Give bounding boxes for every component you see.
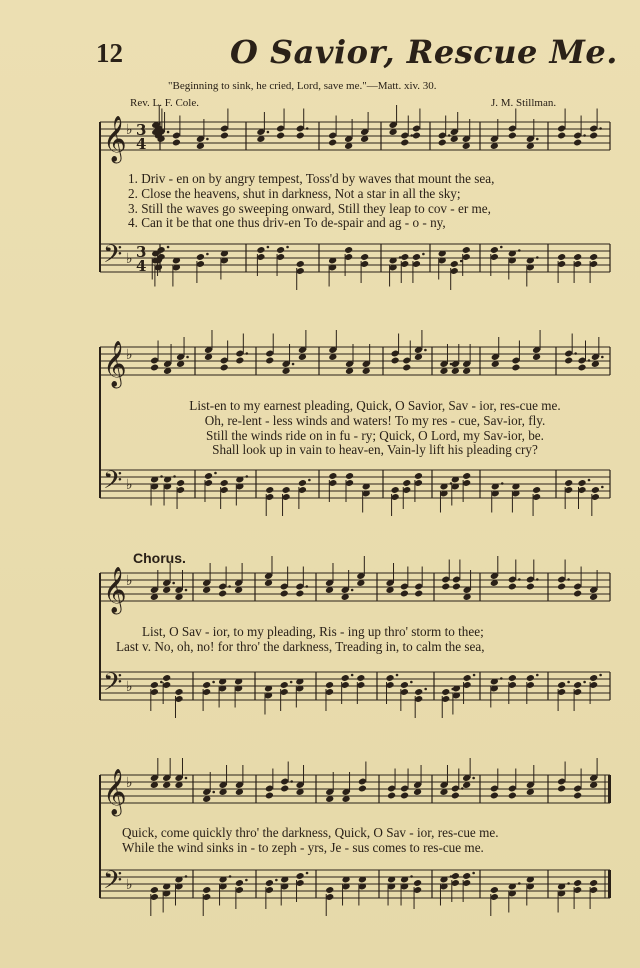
lyric-line: Oh, re-lent - less winds and waters! To my res - cue, Sav-ior, fly. — [204, 412, 546, 428]
dot — [536, 674, 539, 677]
note-head — [573, 879, 582, 887]
dot — [167, 246, 170, 249]
dot — [245, 879, 248, 882]
note-head — [344, 246, 353, 254]
note-head — [202, 681, 211, 689]
note-head — [276, 246, 285, 254]
time-signature-top: 3 — [136, 243, 147, 261]
dot — [518, 578, 521, 581]
note-head — [345, 472, 354, 480]
note-head — [328, 472, 337, 480]
note-head — [356, 674, 365, 682]
lyricist-credit: Rev. L. F. Cole. — [130, 97, 199, 109]
dot — [536, 256, 539, 259]
note-head — [280, 785, 289, 793]
note-head — [508, 132, 517, 140]
dot — [460, 260, 463, 263]
note-head — [577, 479, 586, 487]
note-head — [414, 590, 423, 598]
note-head — [557, 583, 566, 591]
dot — [306, 127, 309, 130]
note-head — [298, 479, 307, 487]
note-head — [462, 246, 471, 254]
flat-icon: ♭ — [126, 347, 133, 363]
note-head — [360, 253, 369, 261]
final-bar-thick — [608, 870, 611, 898]
note-head — [414, 688, 423, 696]
lyric-line: Still the winds ride on in fu - ry; Quick, O Lord, my Sav-ior, be. — [206, 427, 544, 443]
lyrics-system-2 — [140, 399, 610, 458]
bass-clef-icon: 𝄢 — [103, 668, 123, 703]
lyric-line: 4. Can it be that one thus driv-en To de-spair and ag - o - ny, — [128, 215, 446, 231]
note-head — [557, 132, 566, 140]
note-head — [402, 479, 411, 487]
lyric-line: Shall look up in vain to heav-en, Vain-ly lift his pleading cry? — [212, 442, 538, 458]
flat-icon: ♭ — [126, 122, 133, 138]
dot — [601, 356, 604, 359]
dot — [588, 479, 591, 482]
note-head — [400, 253, 409, 261]
scripture-epigraph: "Beginning to sink, he cried, Lord, save me."—Matt. xiv. 30. — [168, 80, 437, 92]
dot — [275, 879, 278, 882]
flat-icon: ♭ — [126, 775, 133, 791]
dot — [206, 253, 209, 256]
note-head — [400, 681, 409, 689]
dot — [518, 249, 521, 252]
note-head — [387, 792, 396, 800]
dot — [399, 256, 402, 259]
dot — [599, 127, 602, 130]
note-head — [150, 886, 159, 894]
lyric-line: List-en to my earnest pleading, Quick, O Savior, Sav - ior, res-cue me. — [189, 398, 561, 413]
note-head — [220, 364, 229, 372]
note-head — [463, 674, 472, 682]
note-head — [412, 253, 421, 261]
lyric-line: While the wind sinks in - to zeph - yrs, Je - sus comes to res-cue me. — [122, 839, 484, 855]
note-head — [441, 583, 450, 591]
note-head — [451, 872, 460, 880]
note-head — [265, 879, 274, 887]
dot — [422, 253, 425, 256]
dot — [396, 674, 399, 677]
dot — [212, 681, 215, 684]
note-head — [280, 681, 289, 689]
dot — [500, 677, 503, 680]
note-head — [150, 681, 159, 689]
note-head — [414, 472, 423, 480]
dot — [212, 791, 215, 794]
dot — [588, 359, 591, 362]
note-head — [573, 792, 582, 800]
dot — [290, 681, 293, 684]
note-head — [557, 253, 566, 261]
dot — [601, 486, 604, 489]
note-head — [589, 879, 598, 887]
note-head — [391, 486, 400, 494]
dot — [351, 589, 354, 592]
note-head — [490, 246, 499, 254]
flat-icon: ♭ — [126, 679, 133, 695]
note-head — [328, 139, 337, 147]
note-head — [589, 674, 598, 682]
note-head — [589, 132, 598, 140]
note-head — [577, 364, 586, 372]
note-head — [557, 785, 566, 793]
note-head — [282, 486, 291, 494]
note-head — [202, 886, 211, 894]
dot — [185, 589, 188, 592]
note-head — [557, 681, 566, 689]
treble-clef-icon: 𝄞 — [103, 567, 127, 613]
note-head — [220, 132, 229, 140]
time-signature-bottom: 4 — [136, 135, 147, 153]
treble-clef-icon: 𝄞 — [103, 116, 127, 162]
note-head — [508, 583, 517, 591]
dot — [246, 475, 249, 478]
dot — [206, 138, 209, 141]
note-head — [296, 260, 305, 268]
dot — [567, 681, 570, 684]
note-head — [412, 132, 421, 140]
flat-icon: ♭ — [126, 573, 133, 589]
note-head — [564, 479, 573, 487]
note-head — [358, 785, 367, 793]
note-head — [265, 486, 274, 494]
dot — [472, 777, 475, 780]
flat-icon: ♭ — [126, 251, 133, 267]
lyrics-system-3 — [116, 625, 485, 655]
note-head — [235, 357, 244, 365]
dot — [308, 479, 311, 482]
dot — [501, 482, 504, 485]
time-signature-bottom: 4 — [136, 257, 147, 275]
note-head — [265, 792, 274, 800]
dot — [160, 475, 163, 478]
dot — [160, 681, 163, 684]
note-head — [508, 792, 517, 800]
dot — [574, 352, 577, 355]
dot — [473, 674, 476, 677]
note-head — [526, 674, 535, 682]
dot — [410, 681, 413, 684]
note-head — [176, 479, 185, 487]
bass-clef-icon: 𝄢 — [103, 240, 123, 275]
note-head — [162, 674, 171, 682]
dot — [536, 138, 539, 141]
note-head — [413, 879, 422, 887]
dot — [306, 872, 309, 875]
note-head — [526, 583, 535, 591]
dot — [286, 246, 289, 249]
note-head — [295, 590, 304, 598]
note-head — [400, 139, 409, 147]
note-head — [172, 139, 181, 147]
note-head — [573, 139, 582, 147]
note-head — [218, 590, 227, 598]
dot — [448, 134, 451, 137]
note-head — [508, 674, 517, 682]
dot — [267, 246, 270, 249]
bass-clef-icon: 𝄢 — [103, 866, 123, 901]
lyric-line: 1. Driv - en on by angry tempest, Toss'd by waves that mount the sea, — [128, 171, 495, 186]
note-head — [591, 486, 600, 494]
note-head — [490, 886, 499, 894]
note-head — [564, 357, 573, 365]
dot — [424, 688, 427, 691]
treble-clef-icon: 𝄞 — [103, 769, 127, 815]
treble-clef-icon: 𝄞 — [103, 341, 127, 387]
time-signature-top: 3 — [136, 121, 147, 139]
note-head — [450, 260, 459, 268]
lyric-line: Last v. No, oh, no! for thro' the darkness, Treading in, to calm the sea, — [116, 638, 485, 654]
final-bar-thick — [608, 775, 611, 803]
dot — [229, 875, 232, 878]
flat-icon: ♭ — [126, 877, 133, 893]
note-head — [196, 253, 205, 261]
note-head — [204, 472, 213, 480]
note-head — [490, 792, 499, 800]
dot — [173, 475, 176, 478]
dot — [185, 777, 188, 780]
note-head — [280, 590, 289, 598]
dot — [185, 875, 188, 878]
note-head — [441, 688, 450, 696]
dot — [472, 872, 475, 875]
note-head — [256, 246, 265, 254]
note-head — [341, 674, 350, 682]
note-head — [400, 590, 409, 598]
note-head — [235, 879, 244, 887]
note-head — [391, 357, 400, 365]
note-head — [462, 872, 471, 880]
note-head — [276, 132, 285, 140]
dot — [410, 875, 413, 878]
dot — [214, 472, 217, 475]
note-head — [573, 681, 582, 689]
dot — [500, 246, 503, 249]
dot — [424, 349, 427, 352]
note-head — [573, 590, 582, 598]
dot — [172, 582, 175, 585]
dot — [567, 882, 570, 885]
lyric-line: Quick, come quickly thro' the darkness, Quick, O Sav - ior, res-cue me. — [122, 825, 499, 840]
note-head — [296, 872, 305, 880]
dot — [518, 882, 521, 885]
note-head — [573, 253, 582, 261]
dot — [351, 674, 354, 677]
lyric-line: 2. Close the heavens, shut in darkness, Not a star in all the sky; — [128, 185, 461, 201]
note-head — [402, 364, 411, 372]
flat-icon: ♭ — [126, 477, 133, 493]
dot — [599, 674, 602, 677]
note-head — [589, 253, 598, 261]
note-head — [325, 681, 334, 689]
dot — [583, 681, 586, 684]
dot — [290, 780, 293, 783]
lyric-line: List, O Sav - ior, to my pleading, Ris - ing up thro' storm to thee; — [142, 624, 484, 639]
note-head — [451, 792, 460, 800]
page-number: 12 — [96, 38, 123, 68]
lyrics-system-4 — [122, 826, 499, 856]
note-head — [174, 688, 183, 696]
dot — [567, 578, 570, 581]
lyric-line: 3. Still the waves go sweeping onward, Still they leap to cov - er me, — [128, 200, 491, 216]
note-head — [462, 472, 471, 480]
note-head — [385, 674, 394, 682]
dot — [246, 352, 249, 355]
dot — [583, 134, 586, 137]
dot — [461, 787, 464, 790]
dot — [186, 356, 189, 359]
note-head — [150, 364, 159, 372]
dot — [267, 131, 270, 134]
dot — [536, 578, 539, 581]
dot — [306, 585, 309, 588]
song-title: O Savior, Rescue Me. — [230, 33, 618, 71]
dot — [410, 134, 413, 137]
note-head — [452, 583, 461, 591]
chorus-label: Chorus. — [133, 550, 186, 566]
dot — [292, 363, 295, 366]
bass-clef-icon: 𝄢 — [103, 466, 123, 501]
note-head — [296, 132, 305, 140]
lyrics-system-1 — [128, 172, 494, 231]
note-head — [325, 886, 334, 894]
note-head — [265, 357, 274, 365]
note-head — [532, 486, 541, 494]
note-head — [220, 479, 229, 487]
note-head — [438, 139, 447, 147]
composer-credit: J. M. Stillman. — [491, 97, 557, 109]
note-head — [511, 364, 520, 372]
note-head — [400, 792, 409, 800]
dot — [228, 585, 231, 588]
dot — [167, 131, 170, 134]
